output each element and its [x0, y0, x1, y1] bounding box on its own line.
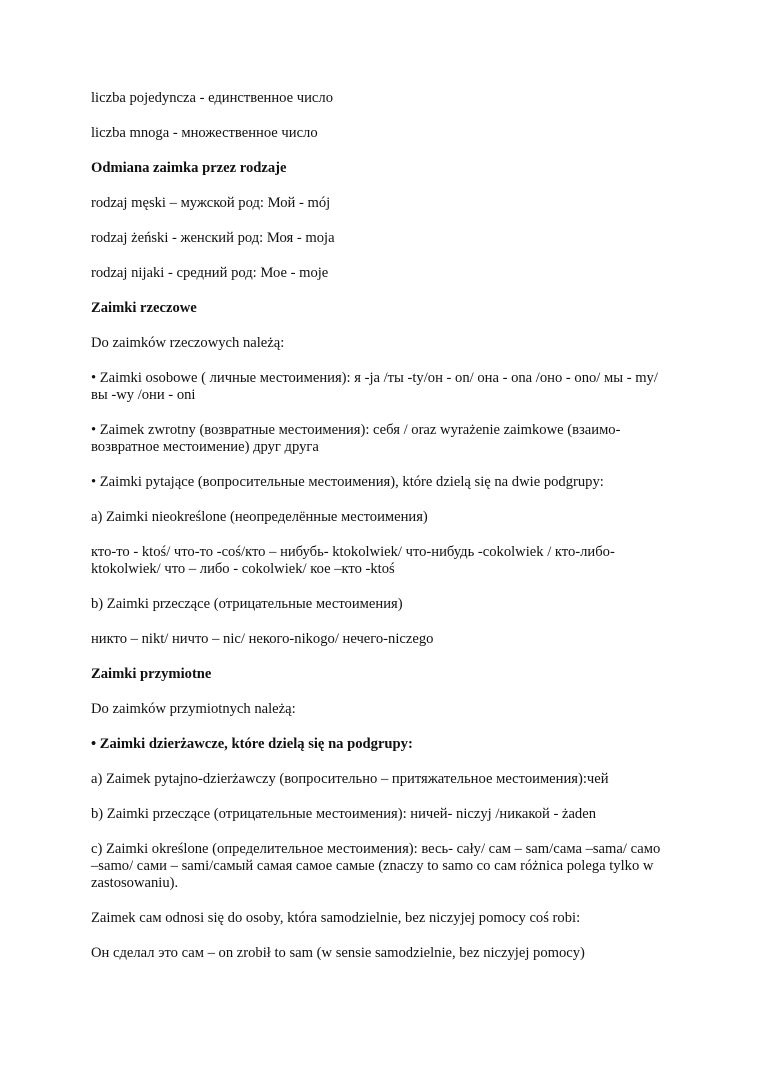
paragraph: liczba mnoga - множественное число: [91, 125, 318, 141]
bullet-paragraph: • Zaimek zwrotny (возвратные местоимения): себя / oraz wyrażenie zaimkowe (взаимо-возвратное местоимение) друг друга: [91, 422, 621, 455]
bullet-paragraph: • Zaimki osobowe ( личные местоимения): я -ja /ты -ty/он - on/ она - ona /оно - ono/ мы - my/ вы -wy /они - oni: [91, 370, 658, 403]
paragraph: b) Zaimki przeczące (отрицательные местоимения): ничей- niczyj /никакой - żaden: [91, 806, 596, 822]
section-heading: Odmiana zaimka przez rodzaje: [91, 160, 287, 176]
section-heading: Zaimki przymiotne: [91, 666, 212, 682]
paragraph: Do zaimków rzeczowych należą:: [91, 335, 285, 351]
paragraph: Он сделал это сам – on zrobił to sam (w sensie samodzielnie, bez niczyjej pomocy): [91, 945, 585, 961]
paragraph: a) Zaimek pytajno-dzierżawczy (вопросительно – притяжательное местоимения):чей: [91, 771, 609, 787]
document-page: [91, 90, 671, 980]
paragraph: rodzaj męski – мужской род: Мой - mój: [91, 195, 331, 211]
paragraph: rodzaj żeński - женский род: Моя - moja: [91, 230, 335, 246]
paragraph: a) Zaimki nieokreślone (неопределённые местоимения): [91, 509, 428, 525]
paragraph: кто-то - ktoś/ что-то -coś/кто – нибубь- ktokolwiek/ что-нибудь -cokolwiek / кто-либо-ktokolwiek/ что – либо - cokolwiek/ кое –кто -ktoś: [91, 544, 615, 577]
paragraph: c) Zaimki określone (определительное местоимения): весь- cały/ сам – sam/сама –sama/ само –samo/ сами – sami/самый самая самое самые (znaczy to samo co сам różnica polega tylko w zastosowaniu).: [91, 841, 661, 891]
section-heading: Zaimki rzeczowe: [91, 300, 197, 316]
paragraph: rodzaj nijaki - средний род: Мое - moje: [91, 265, 329, 281]
paragraph: liczba pojedyncza - единственное число: [91, 90, 333, 106]
bullet-heading: • Zaimki dzierżawcze, które dzielą się na podgrupy:: [91, 736, 413, 752]
paragraph: никто – nikt/ ничто – nic/ некого-nikogo/ нечего-niczego: [91, 631, 434, 647]
paragraph: Zaimek сам odnosi się do osoby, która samodzielnie, bez niczyjej pomocy coś robi:: [91, 910, 581, 926]
paragraph: b) Zaimki przeczące (отрицательные местоимения): [91, 596, 403, 612]
bullet-paragraph: • Zaimki pytające (вопросительные местоимения), które dzielą się na dwie podgrupy:: [91, 474, 604, 490]
paragraph: Do zaimków przymiotnych należą:: [91, 701, 296, 717]
